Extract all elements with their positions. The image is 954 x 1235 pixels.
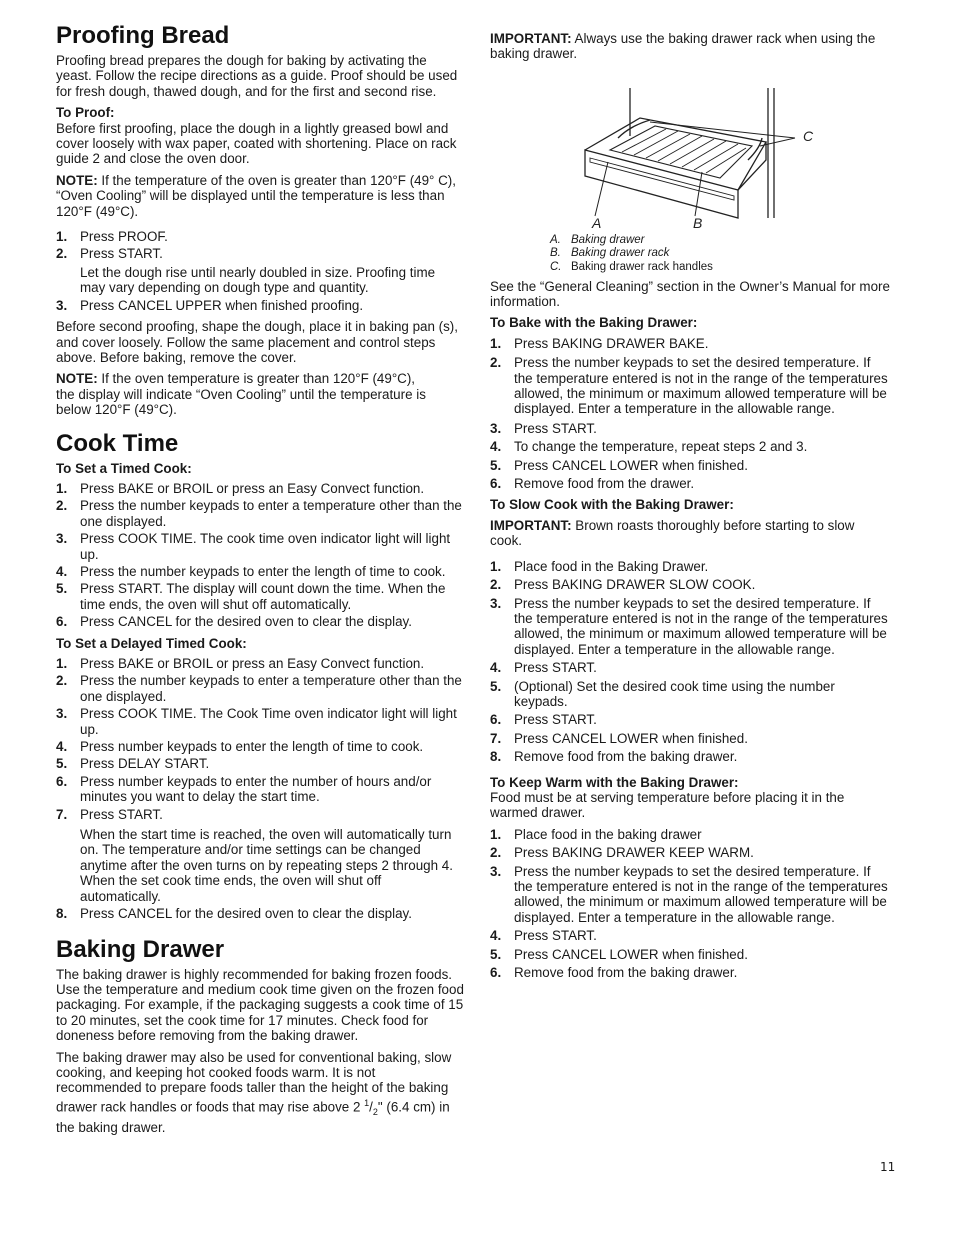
page-number: 11 <box>880 1160 896 1174</box>
step-number: 1. <box>56 656 68 671</box>
step-text: Press the number keypads to set the desired temperature. If the temperature entered is not in the range of the temperatures allowed, the minimum or maximum allowed temperature will be displayed. Enter a temperature in the allowable range. <box>514 863 888 925</box>
step-number: 7. <box>490 730 502 746</box>
step-text: Press the number keypads to set the desired temperature. If the temperature entered is not in the range of the temperatures allowed, the minimum or maximum allowed temperature will be displayed. Enter a temperature in the allowable range. <box>514 355 888 417</box>
list-item <box>490 864 890 926</box>
step-text: Remove food from the drawer. <box>514 476 695 492</box>
step-number: 4. <box>490 439 502 455</box>
label-a: A <box>592 214 602 228</box>
delayed-cook-heading: To Set a Delayed Timed Cook: <box>56 635 247 651</box>
caption-text: Baking drawer rack handles <box>571 261 713 273</box>
list-item <box>490 827 890 842</box>
step-number: 5. <box>490 946 502 962</box>
step-text: Press START. <box>514 660 597 676</box>
second-proof-text: Before second proofing, shape the dough, place it in baking pan (s), and cover loosely. Follow the same placement and control steps above. Before baking, remove the cover. <box>56 319 458 365</box>
step-text: Remove food from the baking drawer. <box>514 965 738 981</box>
list-item <box>490 712 890 727</box>
step-number: 5. <box>56 756 68 772</box>
step-number: 4. <box>490 660 502 676</box>
figure-caption <box>550 234 890 275</box>
list-item <box>490 476 890 491</box>
list-item <box>56 298 464 313</box>
step-number: 1. <box>56 480 68 496</box>
list-item <box>490 336 890 351</box>
drawer-paragraph-1: The baking drawer is highly recommended for baking frozen foods. Use the temperature and medium cook time given on the frozen food packaging. For example, if the packaging suggests a cook time of 15 to 20 minutes, set the cook time for 17 minutes. Check food for doneness before removing from the baking drawer. <box>56 966 464 1044</box>
list-item <box>490 928 890 943</box>
step-text: Press the number keypads to enter the length of time to cook. <box>80 563 446 579</box>
list-item <box>490 965 890 980</box>
important-note <box>490 31 890 62</box>
fraction-denominator: 2 <box>372 1106 378 1117</box>
step-text: Press the number keypads to enter a temperature other than the one displayed. <box>80 673 462 704</box>
step-text: To change the temperature, repeat steps 2 and 3. <box>514 439 808 455</box>
proofing-steps <box>56 229 464 313</box>
list-item <box>56 229 464 244</box>
step-text: Press CANCEL UPPER when finished proofing. <box>80 297 364 313</box>
step-number: 7. <box>56 806 68 822</box>
slow-cook-steps <box>490 559 890 765</box>
caption-letter: C. <box>550 261 562 273</box>
list-item <box>56 481 464 496</box>
step-text: Press COOK TIME. The Cook Time oven indicator light will light up. <box>80 706 457 737</box>
step-text: Press COOK TIME. The cook time oven indicator light will light up. <box>80 531 451 562</box>
proofing-note-2 <box>56 371 464 417</box>
baking-drawer-figure <box>490 68 890 228</box>
step-text: Press BAKING DRAWER BAKE. <box>514 335 709 351</box>
step-text: Press BAKING DRAWER KEEP WARM. <box>514 845 754 861</box>
drawer-paragraph-2: The baking drawer may also be used for conventional baking, slow cooking, and keeping hot cooked foods warm. It is not recommended to prepare foods taller than the height of the baking drawer rack handles or foods that may rise above 2 $^1/_2$" (6.4 cm) in the baking drawer. <box>56 1049 452 1136</box>
leader-line-a <box>595 162 608 216</box>
bake-drawer-steps <box>490 336 890 492</box>
step-number: 6. <box>490 965 502 981</box>
step-number: 5. <box>490 678 502 694</box>
caption-item <box>550 234 890 248</box>
step-text: Press START. <box>80 806 163 822</box>
step-number: 8. <box>490 749 502 765</box>
step-number: 6. <box>56 614 68 630</box>
step-text: Press START. <box>514 712 597 728</box>
step-number: 1. <box>490 826 502 842</box>
step-number: 1. <box>56 229 68 245</box>
step-text: Press START. <box>514 420 597 436</box>
list-item <box>56 673 464 704</box>
step-text: Press number keypads to enter the length of time to cook. <box>80 739 424 755</box>
list-item <box>56 906 464 921</box>
step-number: 5. <box>56 581 68 597</box>
important-text: Always use the baking drawer rack when using the baking drawer. <box>490 31 876 62</box>
step-text: Press CANCEL for the desired oven to clear the display. <box>80 906 412 922</box>
step-text: Press CANCEL for the desired oven to clear the display. <box>80 614 412 630</box>
bake-drawer-heading: To Bake with the Baking Drawer: <box>490 315 698 331</box>
label-c: C <box>803 127 814 144</box>
fraction-numerator: 1 <box>364 1097 370 1108</box>
list-item <box>56 581 464 612</box>
note-label: NOTE: <box>56 172 98 188</box>
step-number: 2. <box>490 577 502 593</box>
step-text: Press START. <box>514 928 597 944</box>
list-item <box>490 439 890 454</box>
step-number: 4. <box>56 563 68 579</box>
step-text: Remove food from the baking drawer. <box>514 749 738 765</box>
list-item <box>490 679 890 710</box>
list-item <box>56 246 464 295</box>
drawer-handle <box>590 158 734 200</box>
note-text: If the oven temperature is greater than 120°F (49°C), the display will indicate “Oven Cooling” until the temperature is below 120°F (49°C). <box>56 371 426 418</box>
label-b: B <box>693 214 703 228</box>
step-number: 3. <box>490 420 502 436</box>
proofing-intro: Proofing bread prepares the dough for baking by activating the yeast. Follow the recipe directions as a guide. Proof should be used for fresh dough, thawed dough, and for the first and second rise. <box>56 53 458 99</box>
list-item <box>56 564 464 579</box>
important-label: IMPORTANT: <box>490 31 572 46</box>
slow-cook-heading: To Slow Cook with the Baking Drawer: <box>490 497 734 513</box>
drawer-p2-text-end: " (6.4 cm) in the baking drawer. <box>56 1099 450 1136</box>
left-column <box>56 22 464 1142</box>
list-item <box>56 756 464 771</box>
step-text: Press BAKING DRAWER SLOW COOK. <box>514 577 756 593</box>
step-text: Press number keypads to enter the number of hours and/or minutes you want to delay the start time. <box>80 773 432 805</box>
step-number: 6. <box>56 773 68 789</box>
list-item <box>56 807 464 904</box>
step-text: (Optional) Set the desired cook time using the number keypads. <box>514 678 835 709</box>
timed-cook-steps <box>56 481 464 630</box>
step-number: 3. <box>56 706 68 722</box>
step-text: Press the number keypads to set the desired temperature. If the temperature entered is not in the range of the temperatures allowed, the minimum or maximum allowed temperature will be displayed. Enter a temperature in the allowable range. <box>514 595 888 657</box>
see-general-cleaning: See the “General Cleaning” section in the Owner’s Manual for more information. <box>490 278 890 309</box>
proofing-note-1 <box>56 173 464 219</box>
proofing-title: Proofing Bread <box>56 22 230 49</box>
drawer-top <box>585 118 766 190</box>
step-text: Press CANCEL LOWER when finished. <box>514 457 748 473</box>
step-text: Press DELAY START. <box>80 756 210 772</box>
rack-handle-left <box>618 120 650 138</box>
drawer-title: Baking Drawer <box>56 935 225 963</box>
list-item <box>490 731 890 746</box>
step-number: 8. <box>56 906 68 922</box>
step-number: 2. <box>490 845 502 861</box>
list-item <box>56 774 464 805</box>
step-text: Press START. <box>80 246 163 262</box>
step-subtext: Let the dough rise until nearly doubled in size. Proofing time may vary depending on dough type and quantity. <box>80 264 436 296</box>
step-number: 2. <box>56 673 68 689</box>
important-label: IMPORTANT: <box>490 517 572 533</box>
step-number: 3. <box>56 531 68 547</box>
list-item <box>490 577 890 592</box>
keep-warm-heading: To Keep Warm with the Baking Drawer: <box>490 774 739 790</box>
step-number: 4. <box>56 739 68 755</box>
step-number: 2. <box>490 355 502 371</box>
step-text: Press CANCEL LOWER when finished. <box>514 946 748 962</box>
caption-text: Baking drawer rack <box>571 247 670 260</box>
list-item <box>56 498 464 529</box>
keep-warm-steps <box>490 827 890 981</box>
note-text: If the temperature of the oven is greater than 120°F (49° C), “Oven Cooling” will be displayed until the temperature is less than 120°F (49°C). <box>56 172 456 219</box>
list-item <box>490 596 890 658</box>
list-item <box>56 706 464 737</box>
step-number: 5. <box>490 457 502 473</box>
important-text: Brown roasts thoroughly before starting to slow cook. <box>490 517 855 549</box>
timed-cook-heading: To Set a Timed Cook: <box>56 460 192 476</box>
cooktime-title: Cook Time <box>56 429 179 457</box>
slow-cook-important <box>490 518 890 549</box>
list-item <box>56 531 464 562</box>
list-item <box>490 421 890 436</box>
to-proof-heading: To Proof: <box>56 105 115 121</box>
list-item <box>490 660 890 675</box>
list-item <box>490 559 890 574</box>
step-text: Place food in the Baking Drawer. <box>514 558 709 574</box>
step-text: Press CANCEL LOWER when finished. <box>514 730 748 746</box>
step-number: 2. <box>56 246 68 262</box>
step-number: 1. <box>490 335 502 351</box>
step-number: 6. <box>490 712 502 728</box>
step-text: Place food in the baking drawer <box>514 826 702 842</box>
rack-bars <box>622 129 746 173</box>
drawer-p2-text: The baking drawer may also be used for conventional baking, slow cooking, and keeping hot cooked foods warm. It is not recommended to prepare foods taller than the height of the baking drawer rack handles or foods that may rise above 2 <box>56 1049 452 1115</box>
step-number: 6. <box>490 476 502 492</box>
caption-item <box>550 247 890 261</box>
caption-item <box>550 261 890 275</box>
step-number: 1. <box>490 558 502 574</box>
caption-letter: B. <box>550 247 561 260</box>
keep-warm-intro: Food must be at serving temperature before placing it in the warmed drawer. <box>490 789 845 821</box>
step-number: 2. <box>56 498 68 514</box>
step-text: Press BAKE or BROIL or press an Easy Convect function. <box>80 480 425 496</box>
list-item <box>490 355 890 417</box>
baking-drawer-illustration <box>490 68 890 228</box>
list-item <box>490 947 890 962</box>
step-text: Press START. The display will count down the time. When the time ends, the oven will shut off automatically. <box>80 581 446 612</box>
list-item <box>490 458 890 473</box>
step-number: 3. <box>56 297 68 313</box>
step-number: 3. <box>490 863 502 879</box>
list-item <box>56 656 464 671</box>
step-subtext: When the start time is reached, the oven will automatically turn on. The temperature and/or time settings can be changed anytime after the oven turns on by repeating steps 2 through 4. When the set cook time ends, the oven will shut off automatically. <box>80 827 453 904</box>
to-proof-text: Before first proofing, place the dough in a lightly greased bowl and cover loosely with wax paper, coated with shortening. Place on rack guide 2 and close the oven door. <box>56 120 457 167</box>
drawer-rack <box>610 126 752 178</box>
step-text: Press the number keypads to enter a temperature other than the one displayed. <box>80 498 462 529</box>
step-text: Press PROOF. <box>80 229 168 245</box>
list-item <box>490 749 890 764</box>
note-label: NOTE: <box>56 371 98 387</box>
step-text: Press BAKE or BROIL or press an Easy Convect function. <box>80 656 425 671</box>
step-number: 4. <box>490 928 502 944</box>
list-item <box>56 739 464 754</box>
caption-text: Baking drawer <box>571 233 645 246</box>
step-number: 3. <box>490 595 502 611</box>
right-column <box>490 31 890 986</box>
list-item <box>56 614 464 629</box>
delayed-cook-steps <box>56 656 464 922</box>
caption-letter: A. <box>550 233 561 246</box>
drawer-front <box>585 150 738 218</box>
list-item <box>490 845 890 860</box>
